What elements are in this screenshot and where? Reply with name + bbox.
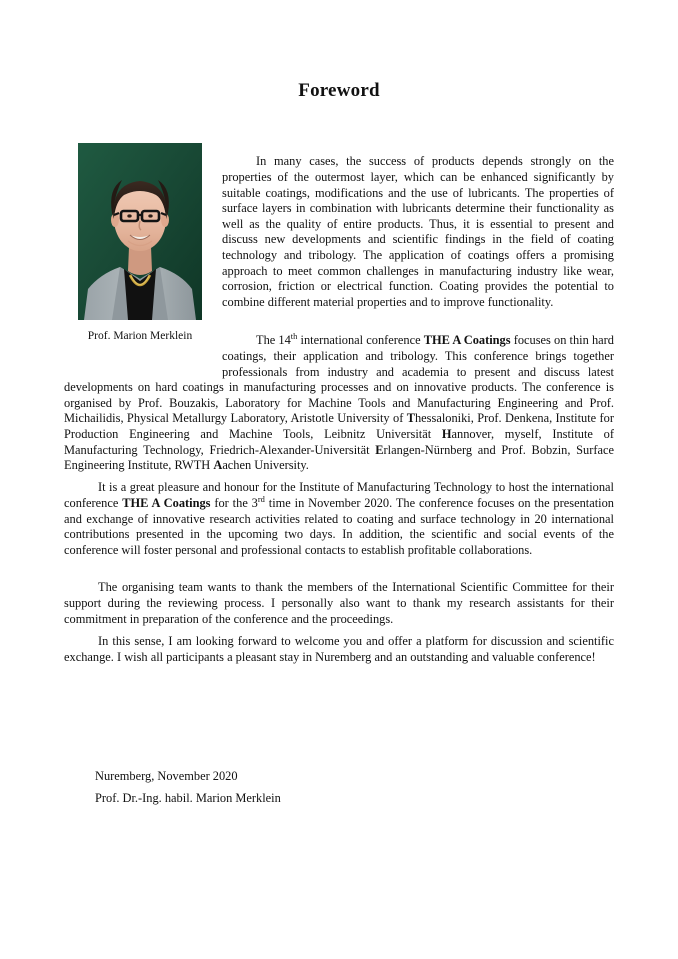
acronym-letter-h: H xyxy=(441,426,452,441)
conference-name-bold: THE A Coatings xyxy=(423,333,511,348)
text-wrap-spacer xyxy=(64,333,222,365)
paragraph-4-text: The organising team wants to thank the members of the International Scientific Committee for their support during the reviewing process. I personally also want to thank my research assistants for their commitment in preparation of the conference and the proceedings. xyxy=(64,580,614,626)
acronym-letter-a: A xyxy=(213,458,223,473)
paragraph-3-text-c: time in November 2020. The conference focuses on the presentation and exchange of innovative research activities related to coating and surface technology in 20 international contributions presented in the upcoming two days. In addition, the scientific and social events of the conference will foster personal and professional contacts to establish profitable collaborations. xyxy=(64,495,614,557)
signature-name: Prof. Dr.-Ing. habil. Marion Merklein xyxy=(95,791,281,805)
paragraph-5 xyxy=(64,634,614,665)
paragraph-3-text-a: It is a great pleasure and honour for the Institute of Manufacturing Technology to host the international conference xyxy=(64,480,614,510)
paragraph-2-text-g: achen University. xyxy=(222,458,309,473)
paragraph-1 xyxy=(222,154,614,310)
portrait-photo-marion-merklein xyxy=(78,143,202,320)
paragraph-2-text-e: annover, myself, Institute of Manufacturing Technology, Friedrich-Alexander-Universität xyxy=(64,426,614,457)
paragraph-2-text-b: international conference xyxy=(297,333,424,348)
paragraph-1-text: In many cases, the success of products depends strongly on the properties of the outermost layer, which can be enhanced significantly by suitable coatings, modifications and the use of lubricants. The properties of surface layers in combination with lubricants determine their functionality as well as the quality of entire products. Thus, it is essential to present and discuss new developments and scientific findings in the field of coating technology and tribology. The application of coatings offers a promising approach to meet common challenges in manufacturing industry like wear, corrosion, friction or electrical function. Coating provides the potential to combine different material properties and to improve functionality. xyxy=(222,154,614,309)
paragraph-2-text-f: rlangen-Nürnberg and Prof. Bobzin, Surface Engineering Institute, RWTH xyxy=(64,442,615,473)
ordinal-suffix-th: th xyxy=(290,331,298,342)
paragraph-3 xyxy=(64,480,614,558)
signature-place-date: Nuremberg, November 2020 xyxy=(95,769,238,783)
figure-caption: Prof. Marion Merklein xyxy=(87,330,193,342)
acronym-letter-e: E xyxy=(375,442,384,457)
page-title: Foreword xyxy=(298,80,380,101)
paragraph-5-text: In this sense, I am looking forward to welcome you and offer a platform for discussion and scientific exchange. I wish all participants a pleasant stay in Nuremberg and an outstanding and valuable conference! xyxy=(64,634,614,664)
ordinal-suffix-rd: rd xyxy=(257,493,265,504)
paragraph-2-text-d: hessaloniki, Prof. Denkena, Institute for Production Engineering and Machine Tools, Leibnitz Universität xyxy=(64,411,615,441)
paragraph-2 xyxy=(64,333,614,473)
conference-name-bold: THE A Coatings xyxy=(122,495,211,510)
paragraph-3-text-b: for the 3 xyxy=(210,495,258,510)
author-figure xyxy=(78,143,202,343)
acronym-letter-t: T xyxy=(406,411,415,426)
paragraph-4 xyxy=(64,580,614,627)
paragraph-2-text-a: The 14 xyxy=(256,333,291,348)
paragraph-2-text-c: focuses on thin hard coatings, their application and tribology. This conference brings together professionals from industry and academia to present and discuss latest developments on hard coatings in manufacturing processes and on innovative products. The conference is organised by Prof. Bouzakis, Laboratory for Machine Tools and Manufacturing Engineering and Prof. Michailidis, Physical Metallurgy Laboratory, Aristotle University of xyxy=(64,333,614,426)
